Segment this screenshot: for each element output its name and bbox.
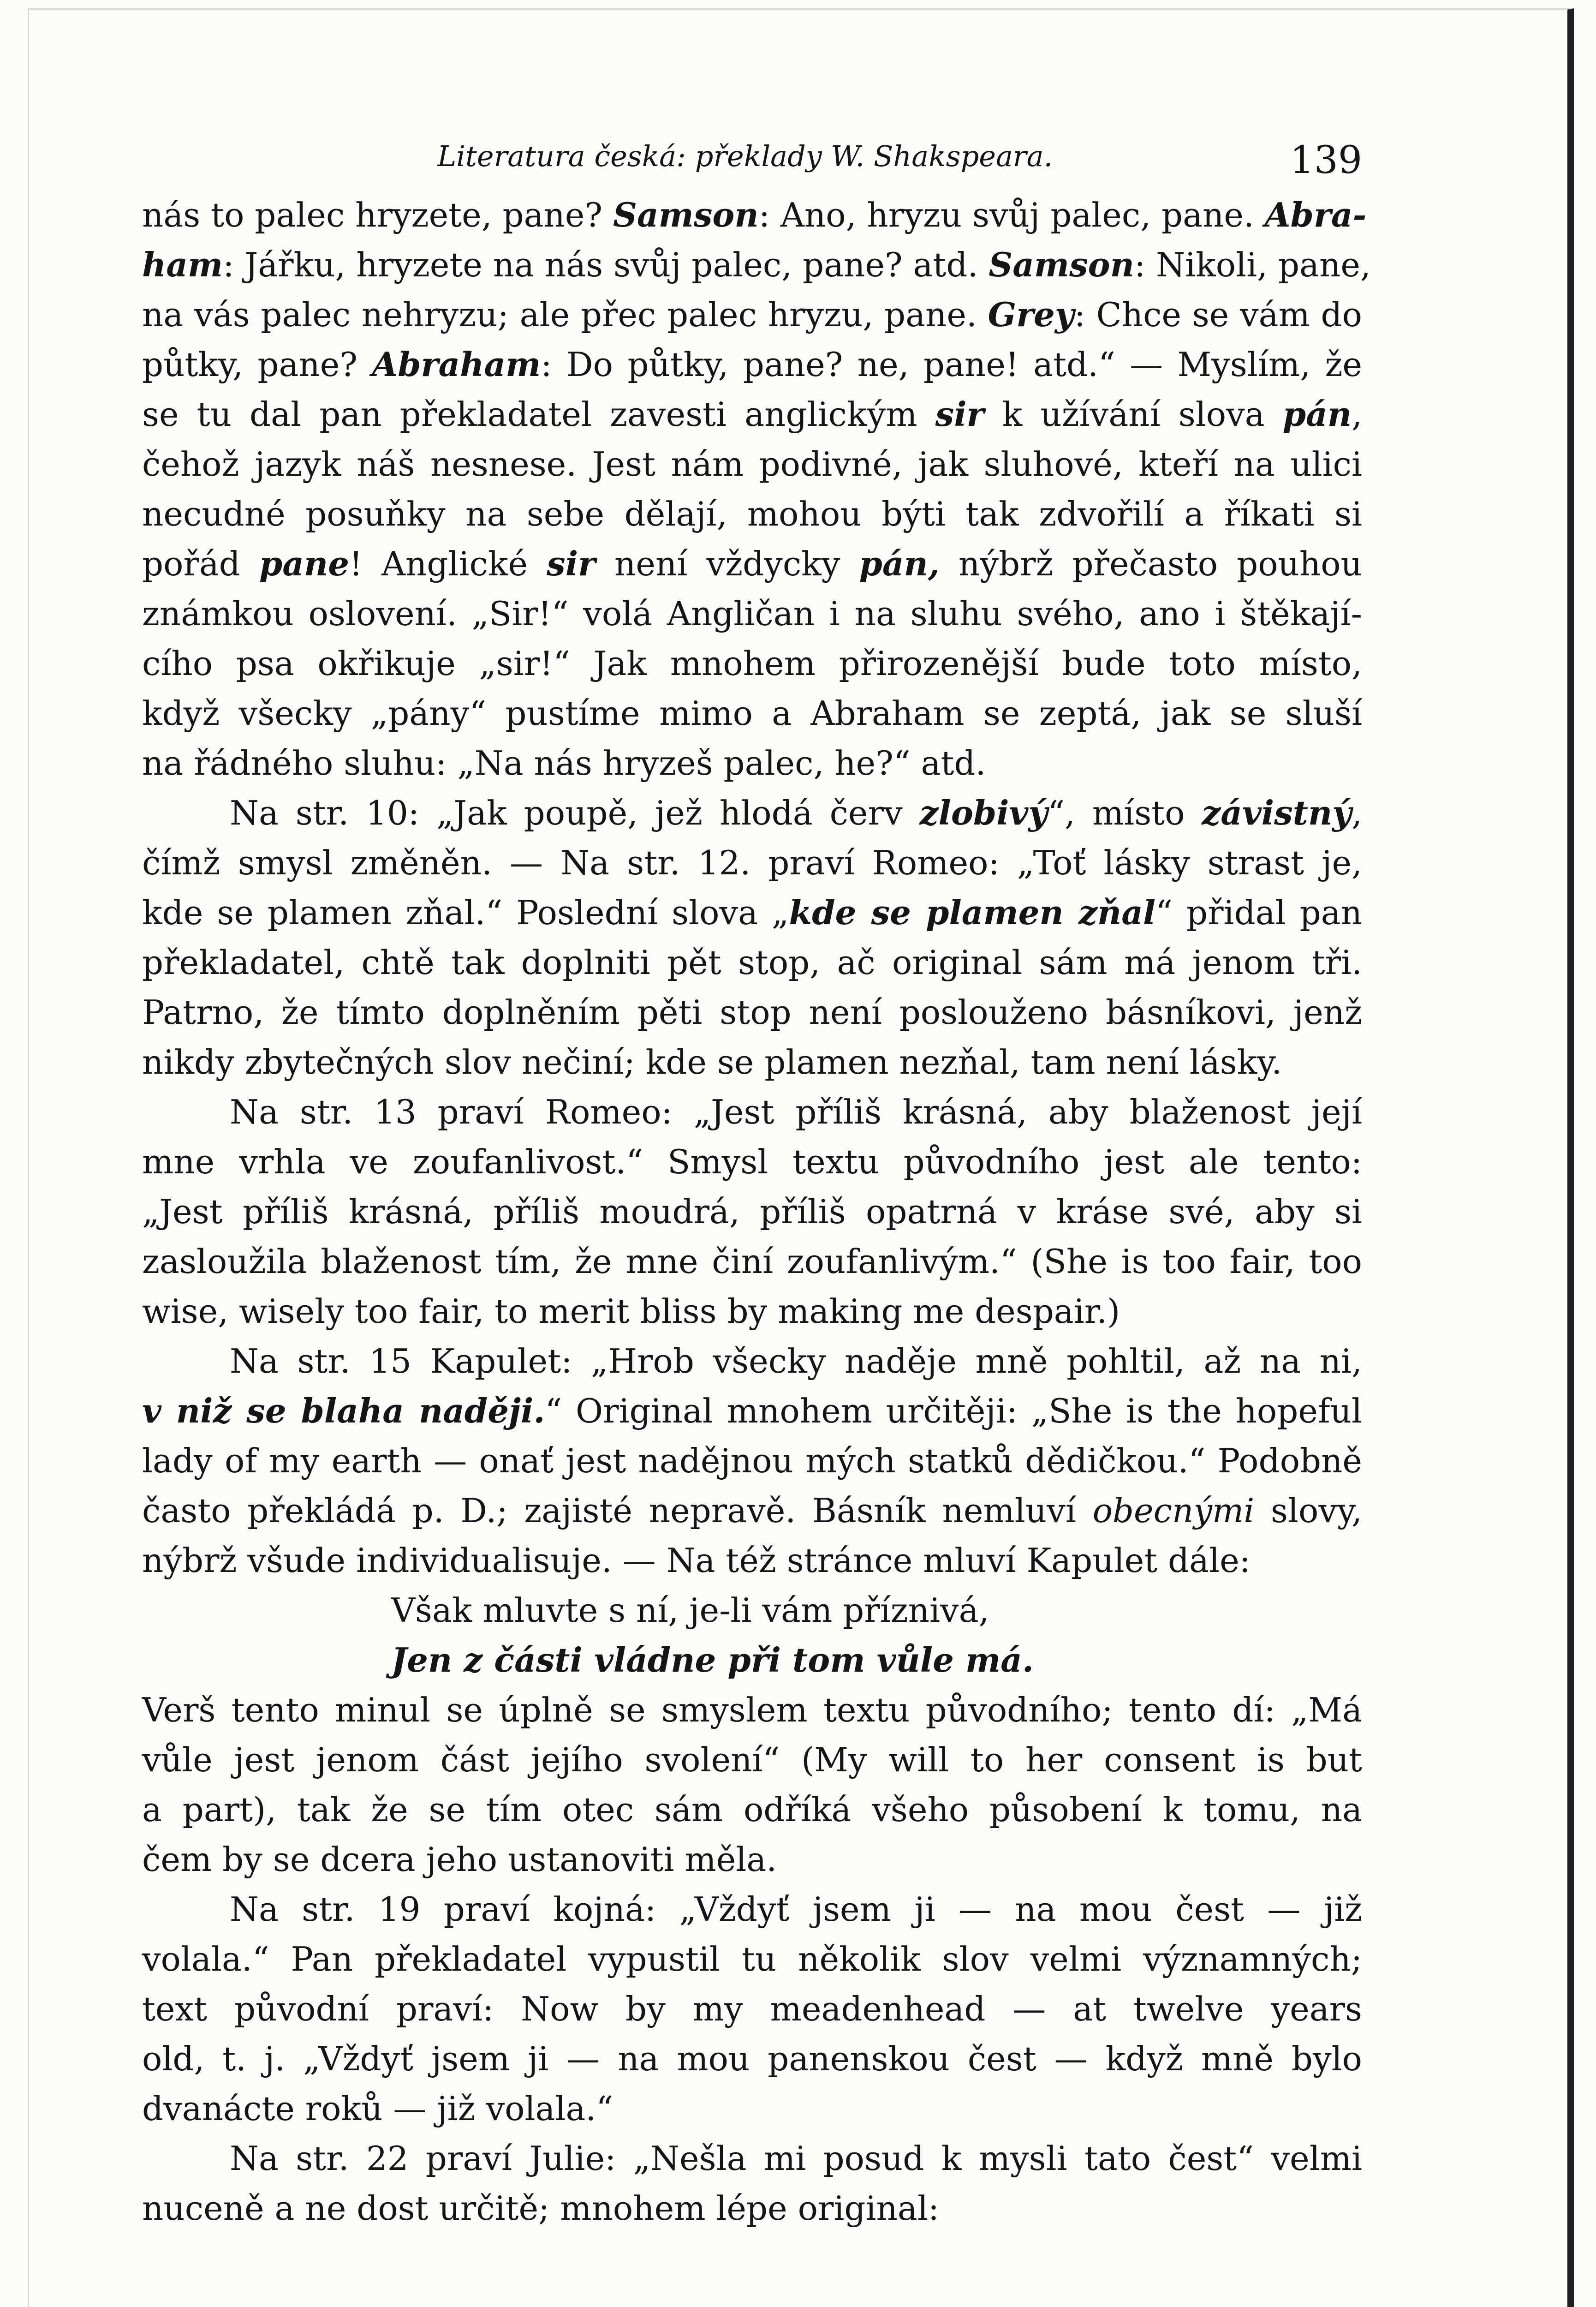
text-line [142,1735,1362,1785]
text-segment: Verš tento minul se úplně se smyslem textu původního; tento dí: „Má [142,1691,1362,1729]
text-line [142,439,1362,489]
text-segment: mne vrhla ve zoufanlivost.“ Smysl textu původního jest ale tento: [142,1142,1362,1181]
text-segment: old, t. j. „Vždyť jsem ji — na mou panenskou čest — když mně bylo [142,2039,1362,2078]
italic-text: obecnými [1092,1491,1255,1530]
emphasis-text: Grey [988,295,1074,334]
emphasis-text: sir [547,544,596,583]
text-line [142,290,1362,340]
text-segment: dvanácte roků — již volala.“ [142,2089,613,2128]
text-segment: , [1352,395,1362,434]
emphasis-text: pán [1282,394,1352,434]
text-segment: se tu dal pan překladatel zavesti anglickým [142,395,935,434]
text-line [142,1884,1362,1934]
text-line [142,1984,1362,2034]
emphasis-text: v niž se blaha naději. [142,1391,545,1430]
text-segment: často překládá p. D.; zajisté nepravě. Básník nemluví [142,1491,1093,1530]
emphasis-text: Abra- [1264,195,1367,234]
text-segment: půtky, pane? [142,345,372,384]
page-content [142,130,1371,2233]
page-header [142,130,1362,190]
text-segment: Na str. 22 praví Julie: „Nešla mi posud k mysli tato čest“ velmi [230,2139,1362,2178]
text-segment: nás to palec hryzete, pane? [142,196,613,234]
text-segment: cího psa okřikuje „sir!“ Jak mnohem přirozenější bude toto místo, [142,644,1362,683]
text-line [142,489,1362,539]
text-segment: wise, wisely too fair, to merit bliss by making me despair.) [142,1292,1120,1331]
page-number: 139 [1290,138,1362,182]
text-segment: : Chce se vám do [1074,295,1362,334]
text-line [142,2183,1362,2233]
text-line [142,240,1371,290]
text-line [142,1685,1362,1735]
text-line [142,688,1362,738]
text-segment: na vás palec nehryzu; ale přec palec hryzu, pane. [142,295,988,334]
text-segment: kde se plamen zňal.“ Poslední slova „ [142,893,789,932]
text-line [142,639,1362,688]
text-segment: čem by se dcera jeho ustanoviti měla. [142,1840,777,1879]
text-line [142,589,1362,639]
text-line [142,938,1362,987]
text-line [142,190,1367,240]
text-line [142,1386,1362,1436]
text-segment: “, místo [1048,794,1202,832]
emphasis-text: ham [142,245,223,284]
text-line [142,1436,1362,1486]
text-line [142,1336,1362,1386]
text-line [142,389,1362,439]
text-segment: “ přidal pan [1155,893,1363,932]
text-segment: slovy, [1254,1491,1363,1530]
emphasis-text: závistný [1202,793,1352,832]
text-segment: „Jest příliš krásná, příliš moudrá, příliš opatrná v kráse své, aby si [142,1192,1362,1231]
text-segment: lady of my earth — onať jest nadějnou mých statků dědičkou.“ Podobně [142,1441,1362,1480]
text-line [142,1187,1362,1237]
text-line [142,788,1362,838]
text-segment: : Jářku, hryzete na nás svůj palec, pane? atd. [223,245,989,284]
text-segment: pořád [142,544,259,583]
text-segment: překladatel, chtě tak doplniti pět stop, ač original sám má jenom tři. [142,943,1362,982]
text-segment: necudné posuňky na sebe dělají, mohou býti tak zdvořilí a říkati si [142,495,1362,533]
text-line [142,1037,1362,1087]
text-line [142,2134,1362,2183]
text-line [142,340,1362,389]
text-line [142,888,1362,938]
text-line [142,1137,1362,1187]
text-line [142,2034,1362,2084]
emphasis-text: Samson [989,245,1134,284]
text-segment: čehož jazyk náš nesnese. Jest nám podivné, jak sluhové, kteří na ulici [142,445,1362,484]
emphasis-text: pán, [859,544,940,583]
text-segment: , [1352,794,1362,832]
text-line [142,1486,1362,1536]
running-title: Literatura česká: překlady W. Shakspeara. [437,139,1053,173]
text-segment: známkou oslovení. „Sir!“ volá Angličan i na sluhu svého, ano i štěkají- [142,594,1362,633]
text-line [142,539,1362,589]
text-segment: vůle jest jenom část jejího svolení“ (My will to her consent is but [142,1740,1362,1779]
verse-line [142,1585,1362,1635]
emphasis-text: zlobivý [919,793,1048,832]
text-segment: Na str. 19 praví kojná: „Vždyť jsem ji — na mou čest — již [230,1890,1362,1929]
text-segment: když všecky „pány“ pustíme mimo a Abraham se zeptá, jak se sluší [142,694,1362,733]
text-segment: Na str. 13 praví Romeo: „Jest příliš krásná, aby blaženost její [230,1093,1362,1131]
emphasis-text: kde se plamen zňal [789,893,1156,932]
text-segment: : Nikoli, pane, [1134,245,1371,284]
text-line [142,1087,1362,1137]
text-line [142,1934,1362,1984]
text-segment: na řádného sluhu: „Na nás hryzeš palec, he?“ atd. [142,744,986,783]
emphasis-text: pane [259,544,350,583]
text-segment: nikdy zbytečných slov nečiní; kde se plamen nezňal, tam není lásky. [142,1043,1282,1082]
text-line [142,738,1362,788]
text-segment: : Do půtky, pane? ne, pane! atd.“ — Myslím, že [541,345,1362,384]
emphasis-text: Samson [613,195,759,234]
text-segment: nýbrž všude individualisuje. — Na též stránce mluví Kapulet dále: [142,1541,1251,1580]
text-line [142,838,1362,888]
text-segment: volala.“ Pan překladatel vypustil tu několik slov velmi významných; [142,1940,1362,1978]
text-segment: k užívání slova [984,395,1283,434]
text-segment: není vždycky [596,544,859,583]
text-segment: “ Original mnohem určitěji: „She is the hopeful [545,1392,1362,1430]
text-line [142,1286,1362,1336]
emphasis-text: Abraham [372,345,541,384]
text-segment: a part), tak že se tím otec sám odříká všeho působení k tomu, na [142,1790,1362,1829]
text-segment: Na str. 10: „Jak poupě, jež hlodá červ [230,794,920,832]
emphasis-text: sir [935,394,984,434]
text-line [142,1536,1362,1585]
text-line [142,1237,1362,1286]
text-segment: Však mluvte s ní, je-li vám příznivá, [391,1591,989,1630]
text-line [142,987,1362,1037]
text-segment: ! Anglické [349,544,547,583]
emphasis-text: Jen z části vládne při tom vůle má. [391,1640,1034,1679]
text-line [142,2084,1362,2134]
text-line [142,1785,1362,1835]
text-line [142,1835,1362,1884]
text-segment: nýbrž přečasto pouhou [939,544,1363,583]
text-segment: zasloužila blaženost tím, že mne činí zoufanlivým.“ (She is too fair, too [142,1242,1362,1281]
text-segment: čímž smysl změněn. — Na str. 12. praví Romeo: „Toť lásky strast je, [142,843,1362,882]
text-segment: nuceně a ne dost určitě; mnohem lépe original: [142,2189,940,2228]
body-text [142,190,1371,2233]
text-segment: : Ano, hryzu svůj palec, pane. [758,196,1265,234]
text-segment: text původní praví: Now by my meadenhead — at twelve years [142,1990,1362,2028]
verse-line [142,1635,1362,1685]
text-segment: Na str. 15 Kapulet: „Hrob všecky naděje mně pohltil, až na ni, [230,1342,1362,1381]
text-segment: Patrno, že tímto doplněním pěti stop není poslouženo básníkovi, jenž [142,993,1362,1032]
